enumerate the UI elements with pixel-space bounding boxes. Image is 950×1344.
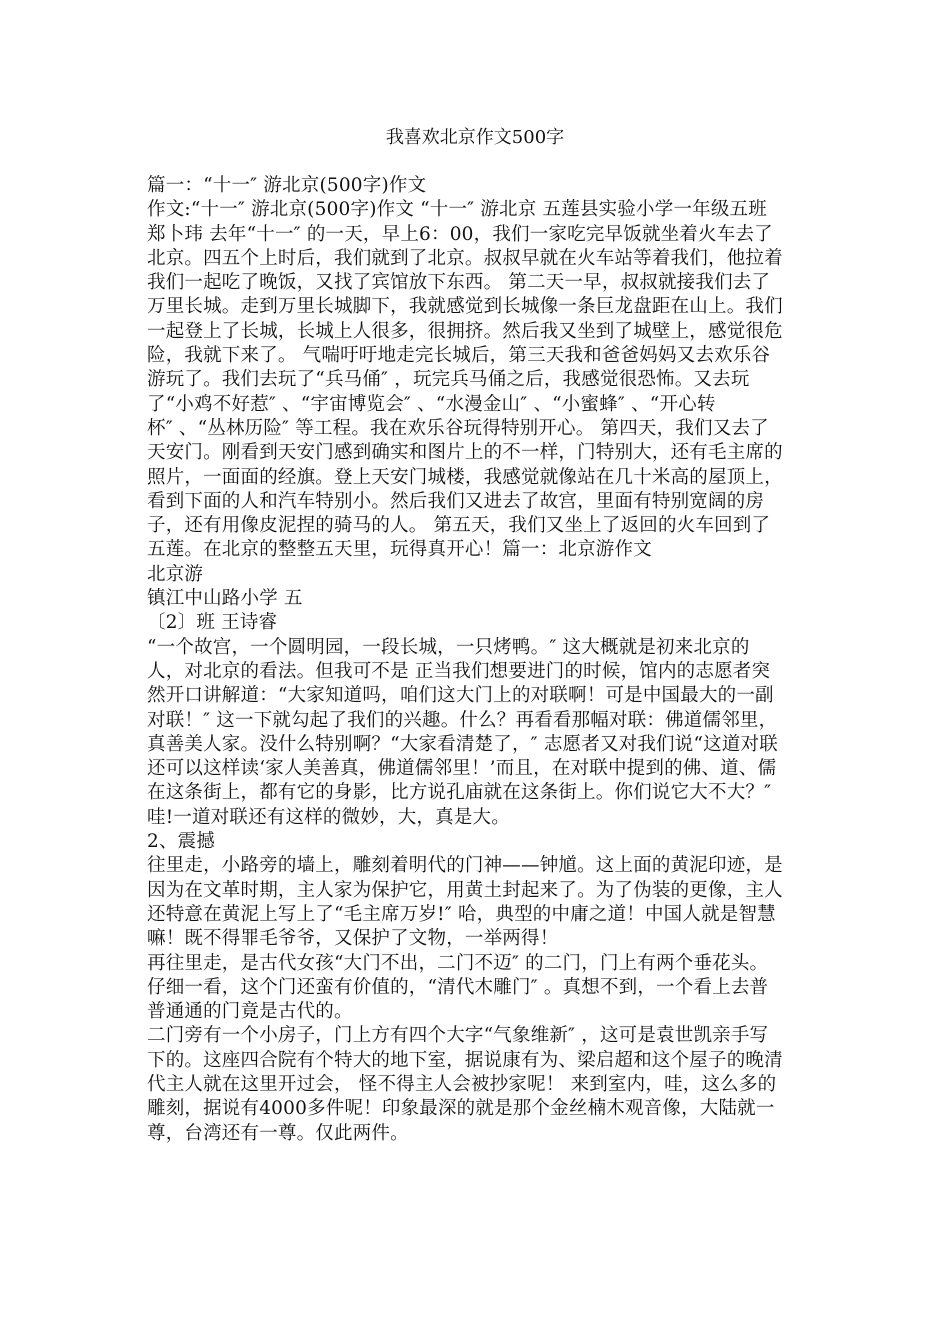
text-line: 真善美人家。没什么特别啊？“大家看清楚了，″ 志愿者又对我们说“这道对联 <box>147 733 778 755</box>
text-line: 险，我就下来了。 气喘吁吁地走完长城后，第三天我和爸爸妈妈又去欢乐谷 <box>147 345 771 367</box>
text-line: 游玩了。我们去玩了“兵马俑″ ，玩完兵马俑之后，我感觉很恐怖。又去玩 <box>147 369 750 391</box>
text-line: 再往里走，是古代女孩“大门不出，二门不迈″ 的二门，门上有两个垂花头。 <box>147 952 769 974</box>
text-line: 哇!一道对联还有这样的微妙，大，真是大。 <box>147 806 510 828</box>
text-line: 照片，一面面的经旗。登上天安门城楼，我感觉就像站在几十米高的屋顶上， <box>147 466 783 488</box>
text-line: 〔2〕班 王诗睿 <box>147 612 278 634</box>
text-line: 了“小鸡不好惹″ 、“宇宙博览会″ 、“水漫金山″ 、“小蜜蜂″ 、“开心转 <box>147 393 716 415</box>
text-line: “一个故宫，一个圆明园，一段长城，一只烤鸭。″ 这大概就是初来北京的 <box>147 636 750 658</box>
document-body <box>147 174 807 1146</box>
text-line: 篇一：“十一″ 游北京(500字)作文 <box>147 175 427 196</box>
text-line: 嘛！既不得罪毛爷爷，又保护了文物，一举两得！ <box>147 928 559 950</box>
text-line: 五莲。在北京的整整五天里，玩得真开心！篇一：北京游作文 <box>147 539 652 561</box>
text-line: 还可以这样读‘家人美善真，佛道儒邻里！’而且，在对联中提到的佛、道、儒 <box>147 758 777 780</box>
text-line: 天安门。刚看到天安门感到确实和图片上的不一样，门特别大，还有毛主席的 <box>147 442 783 464</box>
text-line: 子，还有用像皮泥捏的骑马的人。 第五天，我们又坐上了返回的火车回到了 <box>147 515 771 537</box>
text-line: 还特意在黄泥上写上了“毛主席万岁!″ 哈，典型的中庸之道！中国人就是智慧 <box>147 903 776 925</box>
text-line: 镇江中山路小学 五 <box>147 588 303 610</box>
text-line: 杯″ 、“丛林历险″ 等工程。我在欢乐谷玩得特别开心。 第四天，我们又去了 <box>147 417 769 439</box>
text-line: 2、震撼 <box>147 831 216 853</box>
document-title: 我喜欢北京作文500字 <box>385 127 565 148</box>
text-line: 仔细一看，这个门还蛮有价值的，“清代木雕门″ 。真想不到，一个看上去普 <box>147 976 769 998</box>
text-line: 看到下面的人和汽车特别小。然后我们又进去了故宫，里面有特别宽阔的房 <box>147 490 765 512</box>
text-line: 二门旁有一个小房子，门上方有四个大字“气象维新″ ，这可是袁世凯亲手写 <box>147 1025 769 1047</box>
text-line: 尊，台湾还有一尊。仅此两件。 <box>147 1122 409 1144</box>
text-line: 雕刻，据说有4000多件呢！印象最深的就是那个金丝楠木观音像，大陆就一 <box>147 1098 775 1120</box>
text-line: 我们一起吃了晚饭，又找了宾馆放下东西。 第二天一早，叔叔就接我们去了 <box>147 272 771 294</box>
text-line: 万里长城。走到万里长城脚下，我就感觉到长城像一条巨龙盘距在山上。我们 <box>147 296 783 318</box>
text-line: 在这条街上，都有它的身影，比方说孔庙就在这条街上。你们说它大不大？″ <box>147 782 772 804</box>
text-line: 北京游 <box>147 563 204 585</box>
text-line: 下的。这座四合院有个特大的地下室，据说康有为、梁启超和这个屋子的晚清 <box>147 1049 783 1071</box>
text-line: 作文:“十一″ 游北京(500字)作文 “十一″ 游北京 五莲县实验小学一年级五班 <box>147 199 767 221</box>
text-line: 普通通的门竟是古代的。 <box>147 1001 353 1023</box>
text-line: 因为在文革时期，主人家为保护它，用黄土封起来了。为了伪装的更像，主人 <box>147 879 783 901</box>
text-line: 郑卜玮 去年“十一″ 的一天，早上6：00，我们一家吃完早饭就坐着火车去了 <box>147 223 773 245</box>
text-line: 一起登上了长城，长城上人很多，很拥挤。然后我又坐到了城壁上，感觉很危 <box>147 320 783 342</box>
text-line: 北京。四五个上时后，我们就到了北京。叔叔早就在火车站等着我们，他拉着 <box>147 247 783 269</box>
text-line: 人，对北京的看法。但我可不是 正当我们想要进门的时候，馆内的志愿者突 <box>147 660 771 682</box>
text-line: 往里走，小路旁的墙上，雕刻着明代的门神——钟馗。这上面的黄泥印迹，是 <box>147 855 783 877</box>
text-line: 代主人就在这里开过会， 怪不得主人会被抄家呢！ 来到室内，哇，这么多的 <box>147 1073 777 1095</box>
text-line: 然开口讲解道：“大家知道吗，咱们这大门上的对联啊！可是中国最大的一副 <box>147 685 774 707</box>
text-line: 对联！″ 这一下就勾起了我们的兴趣。什么？再看看那幅对联：佛道儒邻里， <box>147 709 778 731</box>
